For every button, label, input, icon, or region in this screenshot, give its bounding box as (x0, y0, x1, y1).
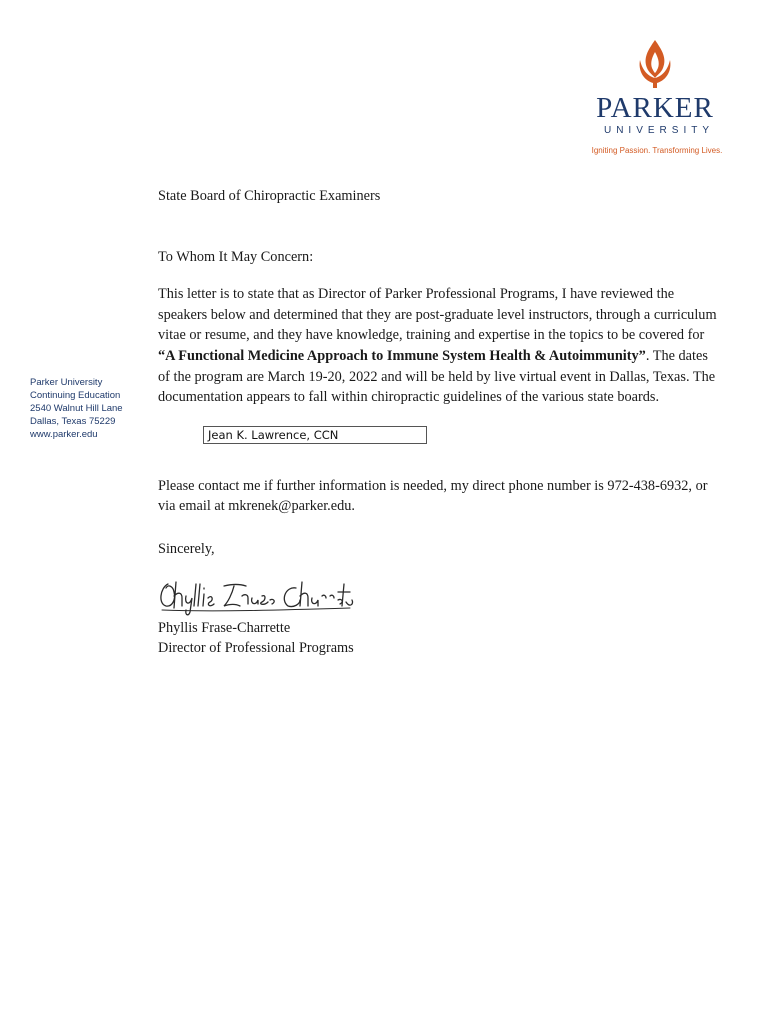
sidebar-address (30, 376, 123, 441)
speaker-field[interactable]: Jean K. Lawrence, CCN (203, 426, 427, 444)
signer-title: Director of Professional Programs (158, 640, 354, 657)
program-title: “A Functional Medicine Approach to Immune System Health & Autoimmunity” (158, 347, 646, 364)
logo-subtitle: UNIVERSITY (603, 125, 714, 136)
address-line: 2540 Walnut Hill Lane (30, 403, 123, 414)
logo-tagline: Igniting Passion. Transforming Lives. (591, 146, 723, 155)
recipient-line: State Board of Chiropractic Examiners (158, 188, 381, 204)
body-intro: This letter is to state that as Director of Parker Professional Programs, I have reviewed the speakers below and determined that they are post-graduate level instructors, through a curriculum vitae or resume, and they have knowledge, training and expertise in the topics to be covered for (158, 286, 717, 344)
address-line: Dallas, Texas 75229 (30, 416, 116, 427)
signer-name: Phyllis Frase-Charrette (158, 619, 291, 636)
parker-university-logo (580, 38, 730, 156)
closing: Sincerely, (158, 540, 215, 557)
website-link[interactable]: www.parker.edu (30, 429, 98, 440)
letter-body (158, 186, 718, 659)
signature-image (154, 574, 354, 616)
flame-icon (635, 38, 675, 94)
body-paragraph (158, 284, 718, 408)
body-rest: . The dates of the program are March 19-20, 2022 and will be held by live virtual event in Dallas, Texas. The documentation appears to fall within chiropractic guidelines of the various state boards. (158, 347, 716, 406)
contact-paragraph: Please contact me if further information is needed, my direct phone number is 972-438-6932, or via email at mkrenek@parker.edu. (158, 477, 708, 515)
address-line: Parker University (30, 377, 103, 388)
logo-wordmark: PARKER (596, 92, 714, 124)
salutation: To Whom It May Concern: (158, 248, 314, 265)
address-line: Continuing Education (30, 390, 121, 401)
